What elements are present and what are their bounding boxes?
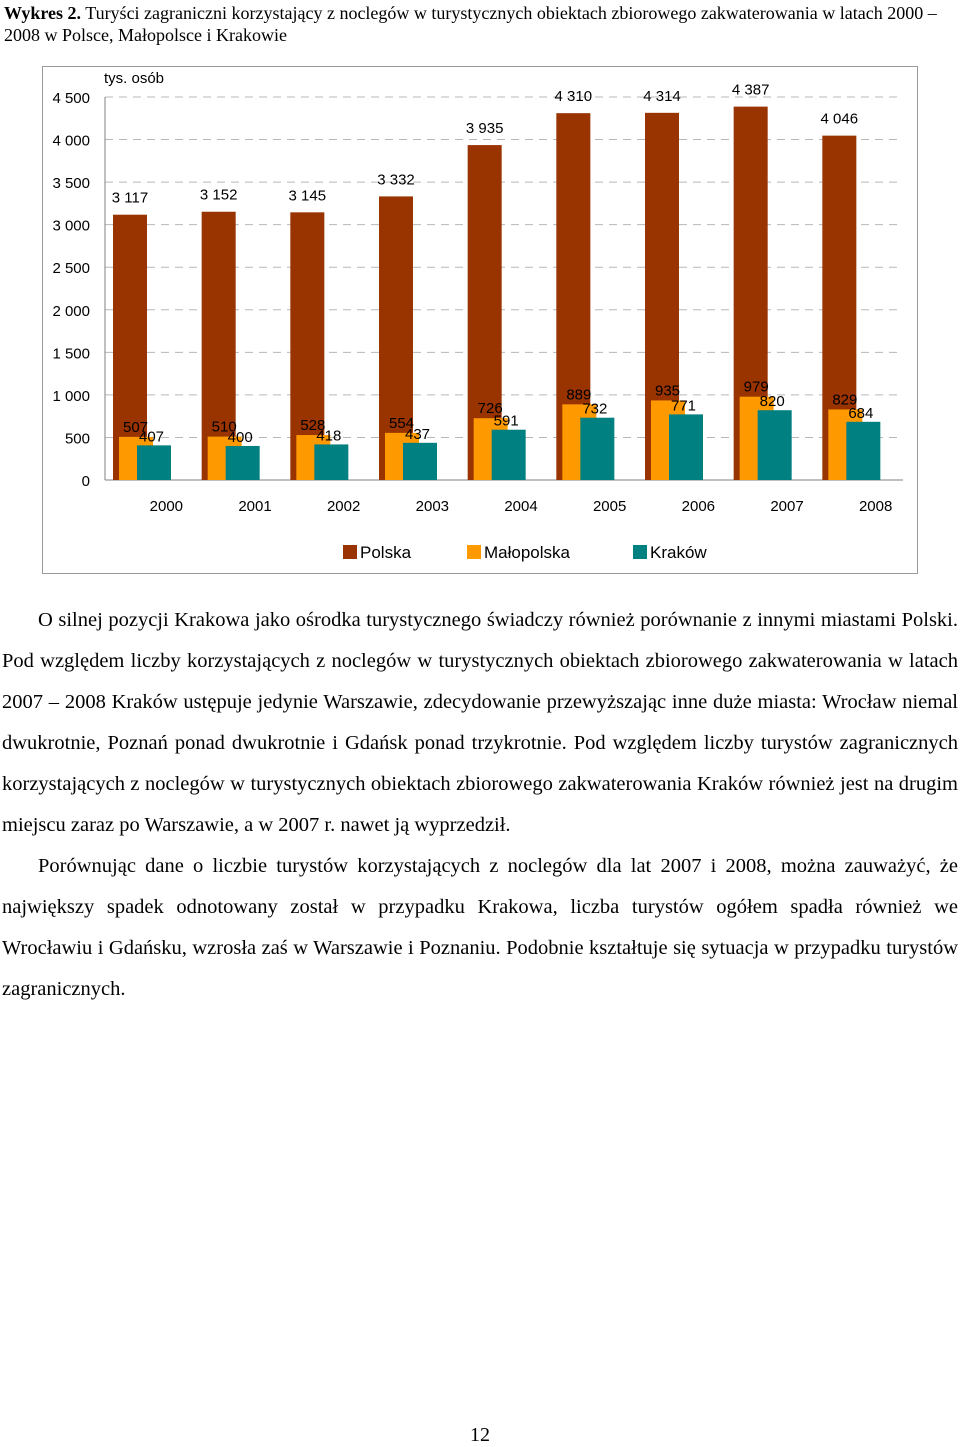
- page-number: 12: [470, 1424, 490, 1446]
- x-tick-label: 2003: [415, 498, 450, 515]
- data-label-polska-2006: 4 314: [643, 87, 681, 105]
- x-tick-label: 2004: [504, 498, 538, 515]
- legend-swatch-1: [467, 545, 481, 559]
- y-tick-label: 500: [64, 430, 90, 448]
- bar-krakow-2005: [580, 418, 614, 480]
- legend-label-2: Kraków: [650, 543, 707, 562]
- y-tick-label: 4 500: [52, 90, 90, 107]
- data-label-polska-2002: 3 145: [288, 187, 327, 205]
- data-label-malopolska-2008: 829: [832, 391, 858, 409]
- data-label-malopolska-2007: 979: [743, 378, 769, 396]
- legend-label-1: Małopolska: [484, 543, 570, 562]
- data-label-malopolska-2003: 554: [389, 414, 415, 432]
- data-label-malopolska-2002: 528: [300, 417, 326, 435]
- bar-krakow-2003: [403, 443, 437, 480]
- x-tick-label: 2007: [770, 498, 804, 515]
- data-label-polska-2005: 4 310: [554, 88, 593, 106]
- y-tick-label: 3 500: [52, 175, 90, 193]
- data-label-polska-2003: 3 332: [377, 171, 415, 189]
- data-label-polska-2001: 3 152: [199, 186, 238, 204]
- data-label-malopolska-2001: 510: [211, 418, 237, 436]
- y-tick-label: 2 000: [52, 302, 90, 320]
- bar-krakow-2002: [314, 444, 348, 480]
- x-tick-label: 2005: [592, 498, 627, 515]
- data-label-malopolska-2005: 889: [566, 386, 592, 404]
- figure-caption: [4, 2, 956, 46]
- data-label-polska-2000: 3 117: [111, 189, 149, 207]
- data-label-krakow-2007: 820: [759, 393, 785, 411]
- y-tick-label: 1 000: [52, 387, 90, 405]
- y-tick-label: 3 000: [52, 217, 90, 235]
- data-label-malopolska-2000: 507: [123, 418, 149, 436]
- chart-container: [42, 66, 918, 574]
- data-label-krakow-2004: 591: [493, 412, 519, 430]
- figure-caption-label: Wykres 2.: [4, 3, 82, 23]
- data-label-polska-2004: 3 935: [465, 120, 504, 138]
- body-text: [2, 600, 958, 1010]
- bar-krakow-2001: [226, 446, 260, 480]
- x-tick-label: 2006: [681, 498, 716, 515]
- x-tick-label: 2002: [326, 498, 361, 515]
- paragraph-1: O silnej pozycji Krakowa jako ośrodka turystycznego świadczy również porównanie z innymi miastami Polski. Pod względem liczby korzystających z noclegów w turystycznych obiektach zbiorowego zakwaterowania w latach 2007 – 2008 Kraków ustępuje jedynie Warszawie, zdecydowanie przewyższając inne duże miasta: Wrocław niemal dwukrotnie, Poznań ponad dwukrotnie i Gdańsk ponad trzykrotnie. Pod względem liczby turystów zagranicznych korzystających z noclegów w turystycznych obiektach zbiorowego zakwaterowania Kraków również jest na drugim miejscu zaraz po Warszawie, a w 2007 r. nawet ją wyprzedził.: [2, 609, 958, 836]
- bar-chart: [43, 67, 917, 573]
- y-tick-label: 4 000: [52, 132, 90, 150]
- data-label-krakow-2000: 407: [139, 428, 165, 446]
- y-tick-label: 0: [81, 473, 90, 490]
- x-tick-label: 2000: [149, 498, 184, 515]
- bar-krakow-2006: [669, 414, 703, 480]
- bar-krakow-2000: [137, 445, 171, 480]
- x-tick-label: 2008: [858, 498, 893, 515]
- data-label-krakow-2008: 684: [848, 404, 874, 422]
- x-tick-label: 2001: [238, 498, 272, 515]
- y-tick-label: 2 500: [52, 260, 90, 278]
- bar-krakow-2008: [846, 422, 880, 480]
- paragraph-2: Porównując dane o liczbie turystów korzystających z noclegów dla lat 2007 i 2008, można zauważyć, że największy spadek odnotowany został w przypadku Krakowa, liczba turystów ogółem spadła również we Wrocławiu i Gdańsku, wzrosła zaś w Warszawie i Poznaniu. Podobnie kształtuje się sytuacja w przypadku turystów zagranicznych.: [2, 855, 958, 1000]
- data-label-krakow-2006: 771: [671, 397, 697, 415]
- bar-krakow-2007: [758, 410, 792, 480]
- data-label-polska-2007: 4 387: [731, 81, 770, 99]
- data-label-krakow-2002: 418: [316, 427, 342, 445]
- y-tick-label: 1 500: [52, 345, 90, 363]
- y-axis-label: tys. osób: [104, 70, 165, 87]
- data-label-polska-2008: 4 046: [820, 110, 859, 128]
- data-label-krakow-2005: 732: [582, 400, 608, 418]
- data-label-malopolska-2006: 935: [655, 382, 681, 400]
- legend-label-0: Polska: [360, 543, 412, 562]
- data-label-krakow-2003: 437: [405, 425, 431, 443]
- legend-swatch-2: [633, 545, 647, 559]
- bar-krakow-2004: [492, 430, 526, 480]
- data-label-malopolska-2004: 726: [477, 400, 503, 418]
- figure-caption-text: Turyści zagraniczni korzystający z noclegów w turystycznych obiektach zbiorowego zakwaterowania w latach 2000 – 2008 w Polsce, Małopolsce i Krakowie: [4, 3, 937, 45]
- legend-swatch-0: [343, 545, 357, 559]
- data-label-krakow-2001: 400: [227, 428, 253, 446]
